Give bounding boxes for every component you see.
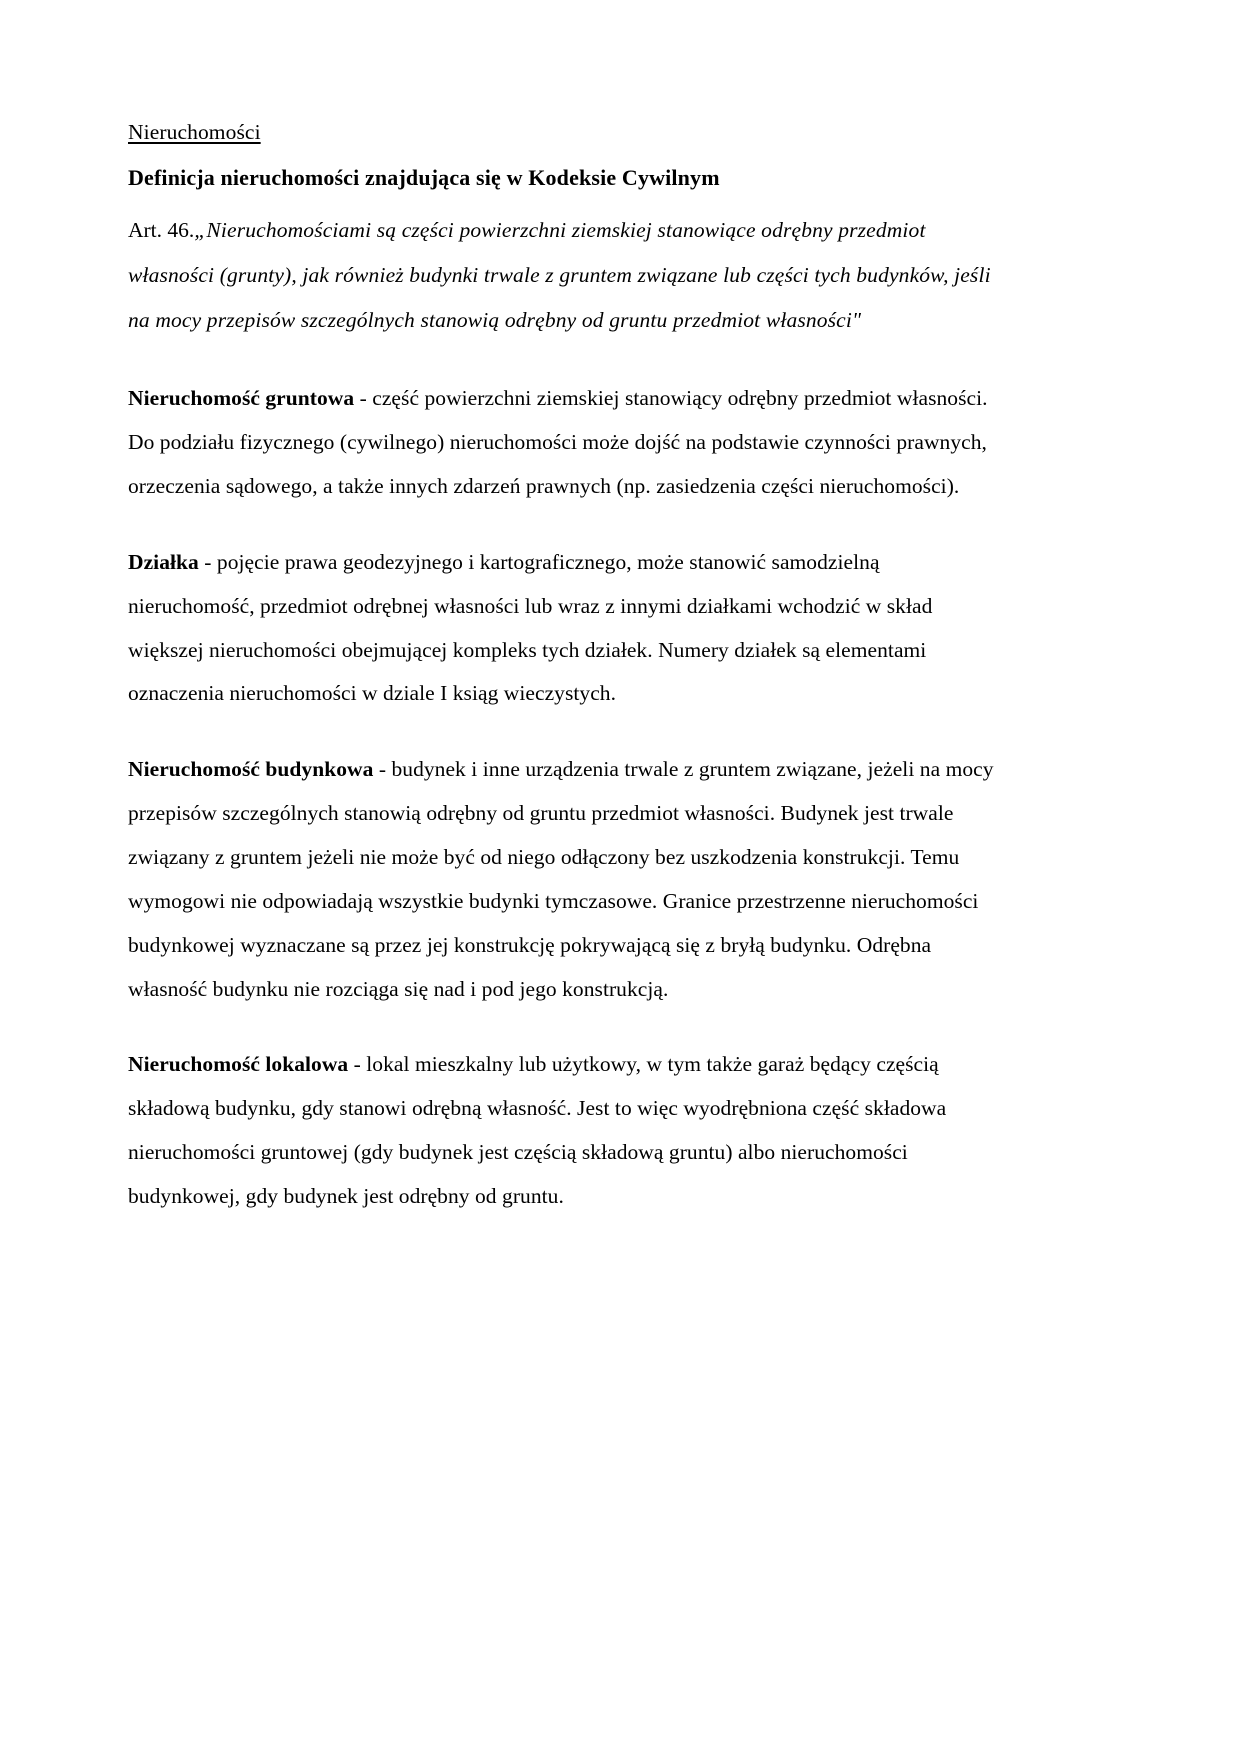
legal-quote-paragraph bbox=[128, 208, 1000, 343]
page-title: Nieruchomości bbox=[128, 120, 261, 144]
definition-paragraph-budynkowa bbox=[128, 748, 1000, 1011]
article-reference: Art. 46. bbox=[128, 217, 195, 242]
term-definition-lokalowa: lokal mieszkalny lub użytkowy, w tym także garaż będący częścią składową budynku, gdy stanowi odrębną własność. Jest to więc wyodrębniona część składowa nieruchomości gruntowej (gdy budynek jest częścią składową gruntu) albo nieruchomości budynkowej, gdy budynek jest odrębny od gruntu. bbox=[128, 1052, 947, 1208]
definition-paragraph-dzialka bbox=[128, 541, 1000, 716]
term-separator-lokalowa: - bbox=[348, 1052, 367, 1077]
term-label-lokalowa: Nieruchomość lokalowa bbox=[128, 1052, 349, 1077]
definition-paragraph-gruntowa bbox=[128, 377, 1000, 509]
term-separator-dzialka: - bbox=[198, 549, 217, 574]
term-label-gruntowa: Nieruchomość gruntowa bbox=[128, 386, 355, 411]
term-definition-dzialka: pojęcie prawa geodezyjnego i kartograficznego, może stanowić samodzielną nieruchomość, przedmiot odrębnej własności lub wraz z innymi działkami wchodzić w skład większej nieruchomości obejmującej kompleks tych działek. Numery działek są elementami oznaczenia nieruchomości w dziale I ksiąg wieczystych. bbox=[128, 549, 933, 706]
definition-paragraph-lokalowa bbox=[128, 1043, 1000, 1218]
term-separator-gruntowa: - bbox=[354, 386, 373, 411]
term-label-budynkowa: Nieruchomość budynkowa bbox=[128, 757, 374, 782]
section-heading-definition: Definicja nieruchomości znajdująca się w Kodeksie Cywilnym bbox=[128, 165, 720, 191]
term-label-dzialka: Działka bbox=[128, 549, 199, 574]
article-quote-text: „Nieruchomościami są części powierzchni ziemskiej stanowiące odrębny przedmiot własności (grunty), jak również budynki trwale z gruntem związane lub części tych budynków, jeśli na mocy przepisów szczególnych stanowią odrębny od gruntu przedmiot własności" bbox=[128, 217, 991, 333]
term-definition-budynkowa: budynek i inne urządzenia trwale z gruntem związane, jeżeli na mocy przepisów szczególnych stanowią odrębny od gruntu przedmiot własności. Budynek jest trwale związany z gruntem jeżeli nie może być od niego odłączony bez uszkodzenia konstrukcji. Temu wymogowi nie odpowiadają wszystkie budynki tymczasowe. Granice przestrzenne nieruchomości budynkowej wyznaczane są przez jej konstrukcję pokrywającą się z bryłą budynku. Odrębna własność budynku nie rozciąga się nad i pod jego konstrukcją. bbox=[128, 757, 994, 1001]
term-separator-budynkowa: - bbox=[373, 757, 392, 782]
term-definition-gruntowa: część powierzchni ziemskiej stanowiący odrębny przedmiot własności. Do podziału fizycznego (cywilnego) nieruchomości może dojść na podstawie czynności prawnych, orzeczenia sądowego, a także innych zdarzeń prawnych (np. zasiedzenia części nieruchomości). bbox=[128, 386, 988, 498]
document-body bbox=[128, 118, 1000, 1219]
